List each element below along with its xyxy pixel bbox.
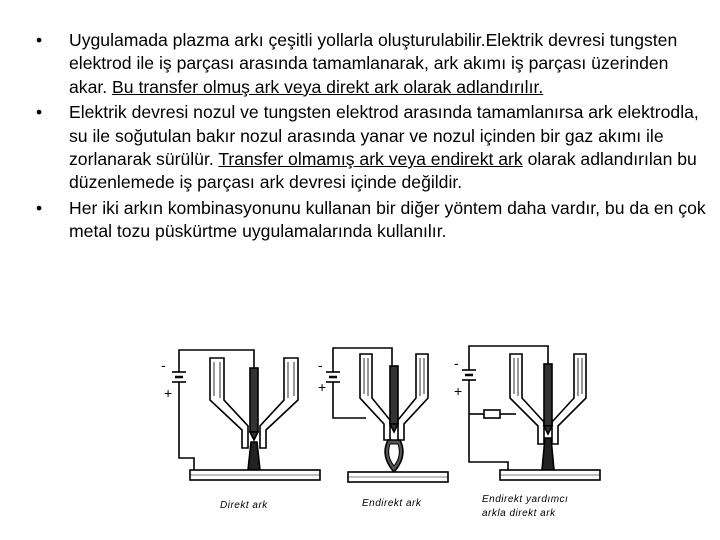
caption-indirect: Endirekt ark xyxy=(362,498,422,509)
bullet-text: Uygulamada plazma arkı çeşitli yollarla oluşturulabilir.Elektrik devresi tungsten elektrod ile iş parçası arasında tamamlanarak, ark akımı iş parçası üzerinden akar. xyxy=(69,30,678,97)
minus-sign: - xyxy=(318,357,323,373)
combined-arc-diagram xyxy=(454,346,600,480)
plus-sign: + xyxy=(318,379,327,395)
bullet-marker: • xyxy=(36,197,43,218)
plus-sign: + xyxy=(454,383,463,399)
bullet-text: olarak adlandırılan bu düzenlemede iş parçası ark devresi içinde değildir. xyxy=(69,149,697,193)
indirect-arc-diagram xyxy=(318,348,448,482)
minus-sign: - xyxy=(454,355,459,371)
bullet-list xyxy=(36,29,708,246)
direct-arc-diagram xyxy=(161,350,320,480)
caption-combined-line2: arkla direkt ark xyxy=(482,508,556,519)
bullet-marker: • xyxy=(36,30,43,50)
underlined-text: Transfer olmamış ark veya endirekt ark xyxy=(218,149,523,170)
bullet-item xyxy=(36,101,708,195)
caption-combined-line1: Endirekt yardımcı xyxy=(482,494,569,505)
bullet-item xyxy=(36,197,708,244)
bullet-item xyxy=(36,29,708,99)
bullet-marker: • xyxy=(36,102,43,123)
caption-direct: Direkt ark xyxy=(220,500,268,511)
plasma-arc-figure xyxy=(150,338,610,536)
minus-sign: - xyxy=(161,357,166,373)
bullet-text: Elektrik devresi nozul ve tungsten elektrod arasında tamamlanırsa ark elektrodla, su ile soğutulan bakır nozul arasında yanar ve nozul içinden bir gaz akımı ile zorlanarak sürülür. xyxy=(69,102,699,170)
underlined-text: Bu transfer olmuş ark veya direkt ark olarak adlandırılır. xyxy=(112,76,544,97)
bullet-text: Her iki arkın kombinasyonunu kullanan bir diğer yöntem daha vardır, bu da en çok metal tozu püskürtme uygulamalarında kullanılır. xyxy=(69,197,706,242)
plus-sign: + xyxy=(164,385,173,401)
